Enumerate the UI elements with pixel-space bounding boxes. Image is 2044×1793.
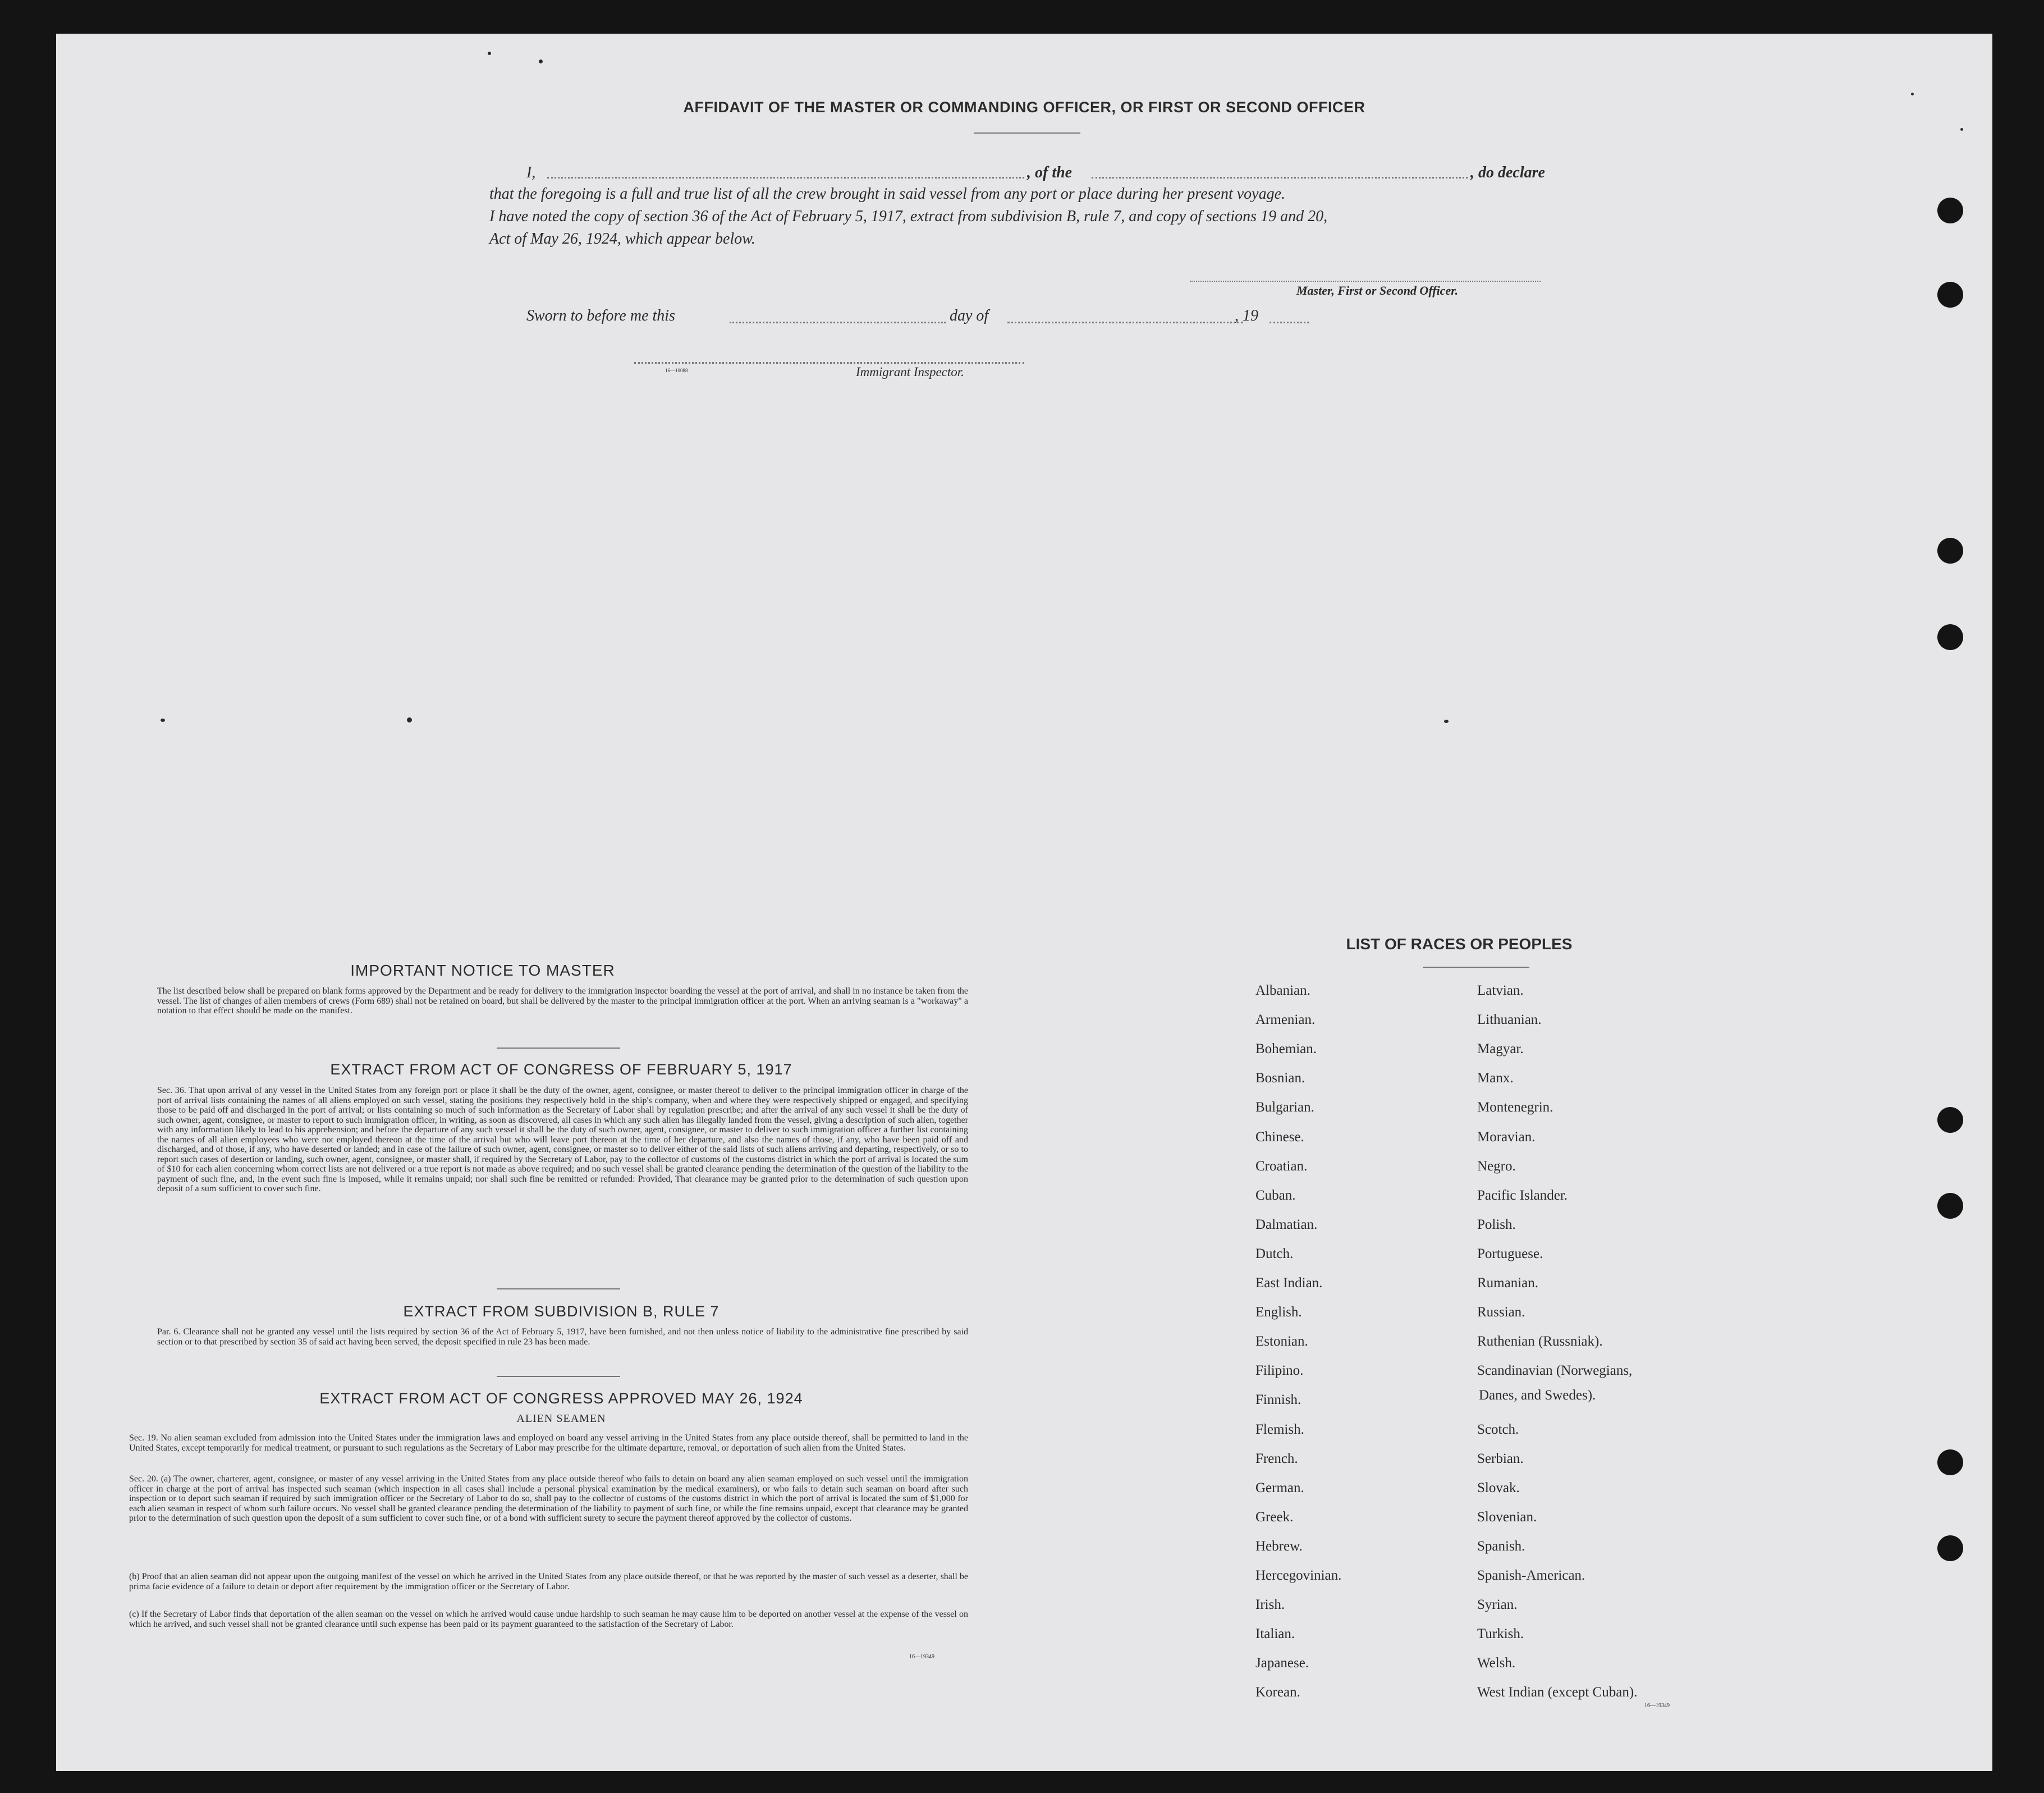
race-item: Polish. (1477, 1217, 1516, 1232)
extract-1924-sec20a: Sec. 20. (a) The owner, charterer, agent, consignee, or master of any vessel arriving in the United States from any place outside thereof who fails to detain on board any alien seaman employed on such vessel until the immigration officer in charge at the port of arrival has inspected such seaman (which inspection in all cases shall include a personal physical examination by the medical examiners), or who fails to detain such seaman on board after such inspection or to deport such seaman if required by such immigration officer or the Secretary of Labor to do so, shall pay to the collector of customs of the customs district in which the port of arrival is located the sum of $1,000 for each alien seaman in respect of whom such failure occurs. No vessel shall be granted clearance pending the determination of the liability to payment of such fine, or while the fine remains unpaid, except that clearance may be granted prior to the determination of such question upon the deposit of a sum sufficient to cover such fine, or of a bond with sufficient surety to secure the payment thereof approved by the collector of customs. (129, 1474, 968, 1523)
race-item-continuation: Danes, and Swedes). (1479, 1388, 1596, 1403)
extract-1917-title: EXTRACT FROM ACT OF CONGRESS OF FEBRUARY 5, 1917 (330, 1061, 792, 1078)
race-item: Finnish. (1255, 1392, 1301, 1407)
inspector-label: Immigrant Inspector. (856, 365, 964, 379)
affidavit-line3: I have noted the copy of section 36 of the Act of February 5, 1917, extract from subdivision B, rule 7, and copy of sections 19 and 20, (489, 208, 1328, 225)
races-divider (1423, 967, 1529, 968)
form-code: 16—10088 (665, 368, 688, 373)
race-item: Latvian. (1477, 983, 1524, 998)
race-item: Albanian. (1255, 983, 1310, 998)
races-title: LIST OF RACES OR PEOPLES (1346, 935, 1573, 953)
extract-1924-sec20b: (b) Proof that an alien seaman did not appear upon the outgoing manifest of the vessel on which he arrived in the United States from any place outside thereof, or that he was reported by the master of such vessel as a deserter, shall be prima facie evidence of a failure to detain or deport after requirement by the immigration officer or the Secretary of Labor. (129, 1572, 968, 1591)
affidavit-of-the: , of the (1027, 164, 1073, 181)
day-of-label: day of (950, 307, 989, 324)
extract-rule7-title: EXTRACT FROM SUBDIVISION B, RULE 7 (403, 1303, 719, 1320)
ink-speck (161, 719, 165, 722)
extract-1917-body: Sec. 36. That upon arrival of any vessel in the United States from any foreign port or place it shall be the duty of the owner, agent, consignee, or master thereof to deliver to the principal immigration officer in charge of the port of arrival lists containing the names of all aliens employed on such vessel, stating the positions they respectively hold in the ship's company, when and where they were respectively shipped or engaged, and specifying those to be paid off and discharged in the port of arrival; or lists containing so much of such information as the Secretary of Labor shall by regulation prescribe; and after the arrival of any such vessel it shall be the duty of such owner, agent, consignee, or master to report to such immigration officer, in writing, as soon as discovered, all cases in which any such alien has illegally landed from the vessel, giving a description of such alien, together with any information likely to lead to his apprehension; and before the departure of any such vessel it shall be the duty of such owner, agent, consignee, or master to deliver to such immigration officer a further list containing the names of all alien employees who were not employed thereon at the time of the arrival but who will leave port thereon at the time of her departure, and also the names of those, if any, who have been paid off and discharged, and of those, if any, who have deserted or landed; and in case of the failure of such owner, agent, consignee, or master so to deliver either of the said lists of such aliens arriving and departing, respectively, or so to report such cases of desertion or landing, such owner, agent, consignee, or master shall, if required by the Secretary of Labor, pay to the collector of customs of the customs district in which the port of arrival is located the sum of $10 for each alien concerning whom correct lists are not delivered or a true report is not made as above required; and no such vessel shall be granted clearance pending the determination of the question of the liability to the payment of such fine, and, in the event such fine is imposed, while it remains unpaid; nor shall such fine be remitted or refunded: Provided, That clearance may be granted prior to the determination of such question upon deposit of a sum sufficient to cover such fine. (157, 1086, 968, 1193)
race-item: Serbian. (1477, 1451, 1524, 1466)
race-item: Hercegovinian. (1255, 1568, 1342, 1583)
punch-hole (1937, 1107, 1963, 1133)
name-blank (547, 177, 1024, 179)
sworn-text: Sworn to before me this (526, 307, 675, 324)
vessel-blank (1092, 177, 1468, 179)
affidavit-line1-i: I, (526, 164, 536, 181)
punch-hole (1937, 1449, 1963, 1475)
race-item: Magyar. (1477, 1041, 1524, 1056)
race-item: Greek. (1255, 1510, 1294, 1525)
race-item: Japanese. (1255, 1655, 1309, 1671)
master-signature-line (1190, 281, 1541, 282)
section-divider (497, 1048, 620, 1049)
race-item: German. (1255, 1480, 1304, 1495)
race-item: French. (1255, 1451, 1298, 1466)
notice-body: The list described below shall be prepared on blank forms approved by the Department and be ready for delivery to the immigration inspector boarding the vessel at the port of arrival, and shall in no instance be taken from the vessel. The list of changes of alien members of crews (Form 689) shall not be retained on board, but shall be delivered by the master to the principal immigration officer at the port. When an arriving seaman is a "workaway" a notation to that effect should be made on the manifest. (157, 986, 968, 1016)
race-item: Slovenian. (1477, 1510, 1537, 1525)
race-item: West Indian (except Cuban). (1477, 1685, 1638, 1700)
punch-hole (1937, 198, 1963, 223)
race-item: Moravian. (1477, 1129, 1536, 1145)
sworn-month-blank (1007, 322, 1243, 323)
punch-hole (1937, 1535, 1963, 1561)
race-item: Flemish. (1255, 1422, 1304, 1437)
race-item: Turkish. (1477, 1626, 1524, 1641)
form-code: 16—19349 (909, 1654, 934, 1660)
ink-speck (488, 52, 491, 55)
year-blank (1270, 322, 1309, 323)
ink-speck (1960, 128, 1963, 131)
ink-speck (1444, 720, 1449, 723)
ink-speck (539, 60, 543, 63)
title-divider (974, 132, 1080, 134)
race-item: Pacific Islander. (1477, 1188, 1568, 1203)
section-divider (497, 1376, 620, 1377)
race-item: Syrian. (1477, 1597, 1518, 1612)
race-item: Dalmatian. (1255, 1217, 1318, 1232)
race-item: Bulgarian. (1255, 1100, 1314, 1115)
punch-hole (1937, 282, 1963, 308)
section-divider (497, 1288, 620, 1289)
race-item: English. (1255, 1305, 1302, 1320)
race-item: Korean. (1255, 1685, 1300, 1700)
punch-hole (1937, 624, 1963, 650)
affidavit-do-declare: , do declare (1470, 164, 1545, 181)
year-prefix: , 19 (1235, 307, 1258, 324)
race-item: Negro. (1477, 1159, 1516, 1174)
punch-hole (1937, 538, 1963, 564)
race-item: Italian. (1255, 1626, 1295, 1641)
sworn-day-blank (730, 322, 946, 323)
race-item: Ruthenian (Russniak). (1477, 1334, 1603, 1349)
extract-1924-title: EXTRACT FROM ACT OF CONGRESS APPROVED MAY 26, 1924 (319, 1390, 803, 1407)
race-item: Scandinavian (Norwegians, (1477, 1363, 1633, 1378)
race-item: Spanish. (1477, 1539, 1525, 1554)
affidavit-title: AFFIDAVIT OF THE MASTER OR COMMANDING OFFICER, OR FIRST OR SECOND OFFICER (683, 99, 1365, 116)
race-item: Estonian. (1255, 1334, 1308, 1349)
race-item: Irish. (1255, 1597, 1285, 1612)
form-code: 16—19349 (1644, 1703, 1670, 1709)
race-item: Dutch. (1255, 1246, 1294, 1261)
extract-rule7-body: Par. 6. Clearance shall not be granted any vessel until the lists required by section 36 of the Act of February 5, 1917, have been furnished, and not then unless notice of liability to the administrative fine prescribed by said section or to that prescribed by section 35 of said act having been served, the deposit specified in rule 23 has been made. (157, 1327, 968, 1347)
race-item: Filipino. (1255, 1363, 1304, 1378)
inspector-signature-line (634, 362, 1024, 364)
race-item: Scotch. (1477, 1422, 1519, 1437)
ink-speck (1911, 93, 1914, 95)
race-item: East Indian. (1255, 1275, 1323, 1291)
race-item: Welsh. (1477, 1655, 1516, 1671)
race-item: Manx. (1477, 1071, 1514, 1086)
race-item: Slovak. (1477, 1480, 1520, 1495)
race-item: Spanish-American. (1477, 1568, 1585, 1583)
race-item: Croatian. (1255, 1159, 1308, 1174)
extract-1924-subtitle: ALIEN SEAMEN (516, 1412, 606, 1425)
extract-1924-sec20c: (c) If the Secretary of Labor finds that deportation of the alien seaman on the vessel on which he arrived would cause undue hardship to such seaman he may cause him to be deported on another vessel at the expense of the vessel on which he arrived, and such vessel shall not be granted clearance until such expense has been paid or its payment guaranteed to the satisfaction of the Secretary of Labor. (129, 1609, 968, 1629)
ink-speck (407, 717, 412, 722)
race-item: Armenian. (1255, 1012, 1316, 1027)
extract-1924-sec19: Sec. 19. No alien seaman excluded from admission into the United States under the immigration laws and employed on board any vessel arriving in the United States from any place outside thereof, shall be permitted to land in the United States, except temporarily for medical treatment, or pursuant to such regulations as the Secretary of Labor may prescribe for the ultimate departure, removal, or deportation of such alien from the United States. (129, 1433, 968, 1453)
punch-hole (1937, 1193, 1963, 1219)
master-signature-label: Master, First or Second Officer. (1296, 283, 1459, 298)
race-item: Lithuanian. (1477, 1012, 1542, 1027)
race-item: Hebrew. (1255, 1539, 1303, 1554)
race-item: Montenegrin. (1477, 1100, 1553, 1115)
race-item: Bohemian. (1255, 1041, 1317, 1056)
race-item: Chinese. (1255, 1129, 1304, 1145)
notice-title: IMPORTANT NOTICE TO MASTER (350, 962, 615, 979)
race-item: Portuguese. (1477, 1246, 1543, 1261)
affidavit-line2: that the foregoing is a full and true list of all the crew brought in said vessel from any port or place during her present voyage. (489, 185, 1286, 203)
affidavit-line4: Act of May 26, 1924, which appear below. (489, 230, 755, 248)
race-item: Rumanian. (1477, 1275, 1539, 1291)
race-item: Cuban. (1255, 1188, 1296, 1203)
race-item: Russian. (1477, 1305, 1525, 1320)
race-item: Bosnian. (1255, 1071, 1305, 1086)
